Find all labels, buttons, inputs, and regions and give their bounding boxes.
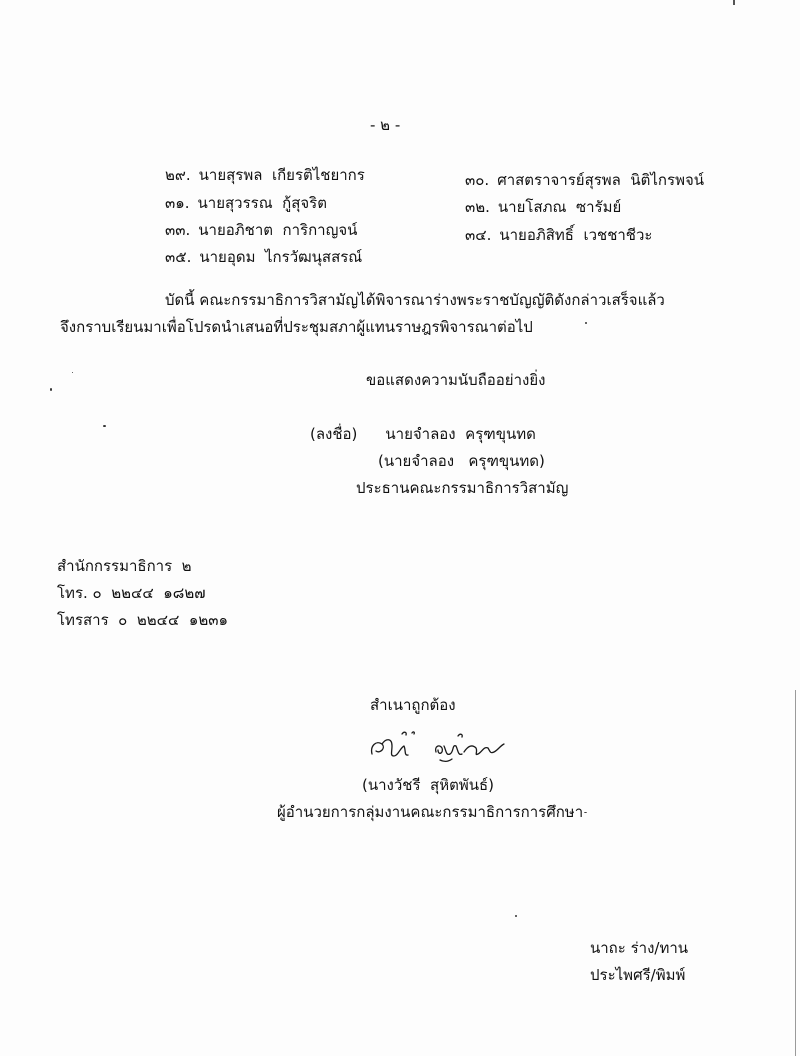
member-entry [465,170,704,190]
member-number: ๓๓. [165,221,191,239]
scan-speck [50,388,52,391]
scan-speck [515,915,517,917]
certification-label: สำเนาถูกต้อง [370,696,456,714]
scan-speck [103,425,106,427]
office-fax: โทรสาร ๐ ๒๒๔๔ ๑๒๓๑ [57,611,229,629]
scan-edge-line [795,690,796,1056]
body-line-2: จึงกราบเรียนมาเพื่อโปรดนำเสนอที่ประชุมสภาผู้แทนราษฎรพิจารณาต่อไป [60,318,533,336]
member-name: นายสุรพล เกียรติไชยากร [198,166,365,184]
member-number: ๓๐. [465,171,490,189]
signed-prefix: (ลงชื่อ) [310,425,358,443]
member-number: ๒๙. [165,166,191,184]
signed-line [310,424,536,444]
drafted-by: นาถะ ร่าง/ทาน [590,939,689,957]
member-entry [465,225,652,245]
scan-speck [584,812,587,813]
member-name: ศาสตราจารย์สุรพล นิติไกรพจน์ [497,171,705,189]
member-entry [165,193,327,213]
signer-position: ประธานคณะกรรมาธิการวิสามัญ [356,479,569,497]
typed-by: ประไพศรี/พิมพ์ [590,966,686,984]
member-number: ๓๒. [465,198,490,216]
signer-name-parenthesized: (นายจำลอง ครุฑขุนทด) [378,452,545,470]
member-entry [465,197,621,217]
body-line-1: บัดนี้ คณะกรรมาธิการวิสามัญได้พิจารณาร่างพระราชบัญญัติดังกล่าวเสร็จแล้ว [165,291,665,309]
page-number: - ๒ - [370,116,401,134]
member-number: ๓๕. [165,248,192,266]
signed-name: นายจำลอง ครุฑขุนทด [385,425,536,443]
member-name: นายอุดม ไกรวัฒนุสสรณ์ [199,248,363,266]
member-entry [165,165,365,185]
scan-speck [72,372,73,373]
member-number: ๓๑. [165,194,190,212]
member-name: นายโสภณ ซารัมย์ [497,198,622,216]
member-entry [165,247,362,267]
member-name: นายอภิสิทธิ์ เวชชาชีวะ [499,226,653,244]
member-entry [165,220,357,240]
member-name: นายสุวรรณ กู้สุจริต [197,194,327,212]
member-number: ๓๔. [465,226,492,244]
office-phone: โทร. ๐ ๒๒๔๔ ๑๘๒๗ [57,584,206,602]
handwritten-signature [360,724,510,766]
certifier-position: ผู้อำนวยการกลุ่มงานคณะกรรมาธิการการศึกษา [277,803,584,821]
closing: ขอแสดงความนับถืออย่างยิ่ง [366,371,546,389]
scan-speck [585,322,587,324]
scan-mark [733,0,735,5]
certifier-name: (นางวัชรี สุหิตพันธ์) [362,776,494,794]
member-name: นายอภิชาต การิกาญจน์ [198,221,358,239]
office-name: สำนักกรรมาธิการ ๒ [57,557,192,575]
